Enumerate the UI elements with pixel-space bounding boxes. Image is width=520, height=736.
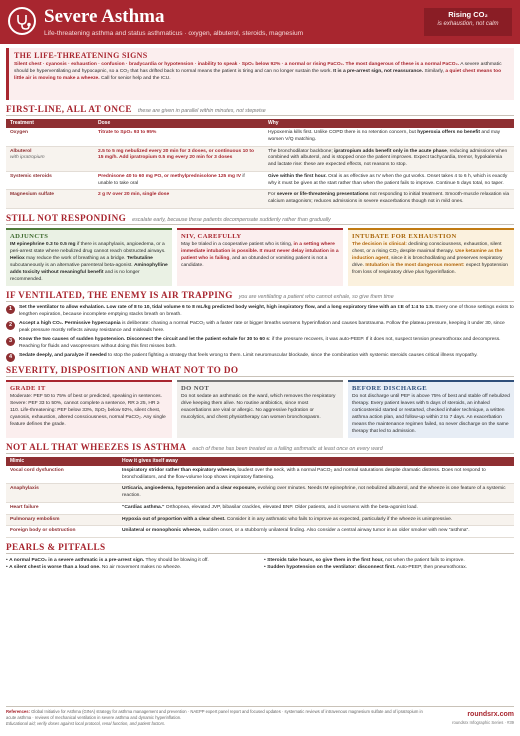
table-header-row [6, 119, 514, 128]
disclaimer: Educational aid; verify doses against local protocol, renal function, and patient factors. [6, 721, 166, 727]
section-still-not-responding [6, 212, 514, 225]
signs-title: THE LIFE-THREATENING SIGNS [14, 51, 148, 60]
why-text: For [268, 192, 277, 198]
why-bold: severe or life-threatening presentations [276, 192, 369, 198]
list-item: • Steroids take hours, so give them in the first hour, not when the patient fails to improve. [264, 558, 465, 564]
col-dose: Dose [94, 119, 264, 128]
pearl-bold: Sudden hypotension on the ventilator: disconnect first. [267, 565, 396, 571]
mimic-text: evolving over minutes. Needs IM epinephrine, not nebulized albuterol, and the wheeze is one feature of a systemic reaction. [122, 486, 506, 499]
why-text: Hypoxemia kills first. Unlike COPD there is no retention concern, but [268, 130, 418, 135]
section-severity [6, 364, 514, 377]
callout-subtitle: is exhaustion, not calm [437, 21, 499, 28]
step-bold: Set the ventilator to allow exhalation. Low rate of 8 to 10, tidal volume 6 to 8 mL/kg predicted body weight, high inspiratory flow, and a long expiratory time with an I:E of 1:4 to 1:5. [19, 304, 435, 310]
list-item [6, 337, 514, 351]
step-text: : if the pressure recovers, it was auto-PEEP. If it does not, suspect tension pneumothorax and decompress. Reaching for fluids and vasopressors without doing this first misses both. [19, 336, 501, 349]
mimic-bold: Hypoxia out of proportion with a clear chest. [122, 516, 226, 522]
card-title: INTUBATE FOR EXHAUSTION [352, 232, 457, 240]
pearl-text: They should be blowing it off. [144, 558, 209, 564]
table-row [6, 514, 514, 526]
why-text: Oral is as effective as IV when the gut works. Onset takes 4 to 6 h, which is exactly why it must be given at the start rather than when the patient fails to improve. Continue 5 days total, no taper. [268, 173, 508, 186]
step-text: Every one of those settings exists to lengthen expiration, because incomplete emptying stacks breath on breath. [19, 304, 514, 317]
references [6, 709, 426, 727]
step-number: 4 [6, 353, 15, 362]
table-row [6, 484, 514, 503]
table-row [6, 171, 514, 190]
table-row [6, 190, 514, 209]
step-bold: Sedate deeply, and paralyze if needed [19, 352, 107, 358]
section-ventilated [6, 289, 514, 302]
card-bold: in a setting where immediate intubation is possible. It must never delay intubation in a patient who is failing [181, 242, 339, 262]
mimic-text: Consider it in any asthmatic who fails to improve as expected, particularly if the wheeze is unimpressive. [225, 516, 453, 522]
section-note: each of these has been treated as a failing asthmatic at least once on every ward [192, 445, 383, 452]
footer [6, 706, 514, 727]
signs-explanation: A severe asthmatic should be hyperventilating and hypocapnic, so a CO₂ that has drifted back to normal means the patient is tiring and can no longer sustain the work. [14, 62, 502, 74]
treatment-name: Systemic steroids [10, 173, 52, 179]
step-bold: Accept a high CO₂. Permissive hypercapnia [19, 320, 121, 326]
dose-bold: Prednisone 40 to 60 mg PO, or methylprednisolone 125 mg IV [98, 173, 241, 179]
section-note: you are ventilating a patient who cannot exhale, so give them time [238, 293, 394, 300]
table-row [6, 502, 514, 514]
dose-bold: Titrate to SpO₂ 93 to 95% [98, 130, 157, 135]
col-why: Why [264, 119, 514, 128]
card-bold: The decision is clinical: [352, 242, 407, 248]
section-heading: NOT ALL THAT WHEEZES IS ASTHMA [6, 441, 187, 452]
table-row [6, 466, 514, 484]
why-text: not responding to initial treatment. Smooth-muscle relaxation via calcium antagonism; reduces admissions in severe exacerbations though not in mild ones. [268, 192, 510, 205]
references-label: References: [6, 709, 30, 714]
dose-text: if unable to take oral [98, 173, 245, 186]
mimic-name: Foreign body or obstruction [6, 526, 118, 538]
card-text: Do not sedate an asthmatic on the ward, which removes the respiratory drive keeping them alive. No routine antibiotics, since most exacerbations are viral or allergic. No aggressive hydration or mucolytics, and chest physiotherapy can worsen bronchospasm. [181, 394, 336, 420]
table-row [6, 146, 514, 171]
header-callout [424, 8, 512, 36]
section-note: escalate early, because these patients decompensate suddenly rather than gradually [132, 216, 331, 223]
life-threatening-signs-box [6, 48, 514, 100]
list-item: • Sudden hypotension on the ventilator: disconnect first. Auto-PEEP, then pneumothorax. [264, 565, 468, 571]
escalation-cards [6, 228, 514, 286]
pearl-text: not when the patient fails to improve. [383, 558, 465, 564]
why-bold: ipratropium adds benefit only in the acute phase [334, 148, 447, 154]
pearl-text: No air movement makes no wheeze. [100, 565, 182, 571]
site-link[interactable]: roundsrx.com [467, 711, 514, 718]
step-text: to stop the patient fighting a strategy that feels wrong to them. Limit neuromuscular blockade, since the combination with systemic steroids causes critical illness myopathy. [106, 352, 478, 358]
list-item: • A normal PaCO₂ in a severe asthmatic is a pre-arrest sign. They should be blowing it off. [6, 558, 209, 564]
mimic-bold: Unilateral or monophonic wheeze, [122, 528, 202, 534]
card-grade [6, 380, 172, 438]
pearl-bold: A silent chest is worse than a loud one. [9, 565, 101, 571]
card-title: GRADE IT [10, 384, 46, 392]
mimic-bold: Urticaria, angioedema, hypotension and a clear exposure, [122, 486, 257, 492]
signs-quiet-chest: a quiet chest means too little air is moving to make a wheeze. [14, 68, 502, 81]
card-bold: Heliox [10, 256, 25, 262]
table-header-row [6, 457, 514, 466]
pearls-right [264, 557, 514, 572]
mimic-text: loudest over the neck, with a normal PaCO₂ and normal saturations despite dramatic distress. Does not respond to bronchodilators, and the flow-volume loop shows inspiratory flattening. [122, 467, 486, 480]
treatment-name: Oxygen [10, 130, 28, 135]
treatment-name: Albuterol [10, 148, 32, 154]
mimic-name: Vocal cord dysfunction [6, 466, 118, 484]
mimic-name: Heart failure [6, 502, 118, 514]
pearls-list [6, 557, 514, 572]
pearls-left [6, 557, 256, 572]
list-item [6, 305, 514, 319]
ventilation-steps [6, 305, 514, 362]
col-mimic: Mimic [6, 457, 118, 466]
dose-text: 2 g IV over 20 min, single dose [98, 192, 170, 198]
section-pearls [6, 541, 514, 554]
card-text: , and an obtunded or vomiting patient is not a candidate. [181, 256, 328, 269]
list-item [6, 353, 514, 362]
step-text: is deliberate: chasing a normal PaCO₂ with a faster rate or bigger breaths worsens hyperinflation and causes barotrauma. Follow the plateau pressure, keeping it under 30, since peak pressure mostly reflects airway resistance and misleads here. [19, 320, 505, 333]
signs-body [14, 62, 509, 83]
card-title: BEFORE DISCHARGE [352, 384, 428, 392]
page-title: Severe Asthma [44, 6, 165, 27]
card-title: DO NOT [181, 384, 210, 392]
first-line-table [6, 119, 514, 209]
card-text: expect hypotension from loss of respiratory drive plus hyperinflation. [352, 263, 509, 276]
table-row [6, 128, 514, 146]
card-niv [177, 228, 343, 286]
list-item [6, 321, 514, 335]
card-text: declining consciousness, exhaustion, silent chest, or a rising CO₂ despite maximal therapy. [352, 242, 502, 255]
header-banner [0, 0, 520, 44]
card-title: NIV, CAREFULLY [181, 232, 242, 240]
signs-list: Silent chest · cyanosis · exhaustion · confusion · bradycardia or hypotension · inability to speak · SpO₂ below 92% · a normal or rising PaCO₂. The most dangerous of these is a normal PaCO₂. [14, 62, 460, 68]
why-bold: Give within the first hour. [268, 173, 327, 179]
section-first-line [6, 103, 514, 116]
section-note: these are given in parallel within minutes, not stepwise [137, 108, 266, 114]
signs-pre-arrest: It is a pre-arrest sign, not reassurance. [333, 68, 424, 74]
section-heading: STILL NOT RESPONDING [6, 212, 127, 223]
card-text: May be trialed in a cooperative patient who is tiring, [181, 242, 294, 248]
card-text: Moderate: PEF 50 to 75% of best or predicted, speaking in sentences. Severe: PEF 33 to 50%, cannot complete a sentence, RR ≥ 25, HR ≥ 110. Life-threatening: PEF below 33%, SpO₂ below 92%, silent chest, cyanosis, exhaustion, altered consciousness, normal PaCO₂. Any single feature defines the grade. [10, 394, 166, 427]
step-bold: Know the two causes of sudden hypotension. Disconnect the circuit and let the patient exhale for 30 to 60 s [19, 336, 270, 342]
card-text: , since it is bronchodilating and preserves respiratory drive. [352, 256, 503, 269]
mimic-bold: "Cardiac asthma." [122, 504, 165, 510]
card-text: may reduce the work of breathing as a bridge. [24, 256, 127, 262]
pearl-bold: Steroids take hours, so give them in the first hour, [267, 558, 384, 564]
signs-connector: Similarly, [423, 68, 446, 74]
card-intubate [348, 228, 514, 286]
section-heading: IF VENTILATED, THE ENEMY IS AIR TRAPPING [6, 289, 233, 300]
series-label: roundsrx Infographic Series · #39 [452, 720, 514, 725]
card-text: Do not discharge until PEF is above 75% of best and stable off nebulized therapy. Every patient leaves with 5 days of steroids, an inhaled corticosteroid started or restarted, checked inhaler technique, a written asthma action plan, and follow-up within 2 to 7 days. An exacerbation means the maintenance regimen failed, so never discharge on the same therapy that led to admission. [352, 394, 510, 434]
section-heading: SEVERITY, DISPOSITION AND WHAT NOT TO DO [6, 364, 239, 375]
dose-bold: 2.5 to 5 mg nebulized every 20 min for 3 doses, or continuous 10 to 15 mg/h. Add ipratropium 0.5 mg every 20 min for 3 doses [98, 148, 254, 161]
why-text: , reducing admissions when combined with albuterol, and is stopped once the patient improves. Expect tachycardia, tremor, hypokalemia and lactate rise: these are expected effects, not reasons to stop. [268, 148, 508, 168]
why-text: and may worsen V/Q matching. [268, 130, 501, 142]
treatment-sub: with ipratropium [10, 155, 45, 161]
card-bold: Terbutaline [126, 256, 153, 262]
section-heading: FIRST-LINE, ALL AT ONCE [6, 104, 132, 114]
treatment-name: Magnesium sulfate [10, 192, 55, 198]
mimic-text: sudden onset, or a stubbornly unilateral finding. Also consider a central airway tumor in an older smoker with new "asthma". [201, 528, 470, 534]
mimics-table [6, 457, 514, 538]
col-treatment: Treatment [6, 119, 94, 128]
mimic-text: Orthopnea, elevated JVP, bibasilar crackles, elevated BNP. Older patients, and it worsens with the beta-agonist load. [164, 504, 418, 510]
card-do-not [177, 380, 343, 438]
card-bold: Use ketamine as the induction agent [352, 249, 503, 262]
references-text: Global Initiative for Asthma (GINA) strategy for asthma management and prevention · NAEPP expert panel report and focused updates · systematic reviews of intravenous magnesium sulfate and of ipratropium in acute asthma · reviews of mechanical ventilation in severe asthma and dynamic hyperinflation. [6, 709, 423, 721]
section-heading: PEARLS & PITFALLS [6, 542, 106, 553]
card-bold: Aminophylline adds toxicity without meaningful benefit [10, 263, 168, 276]
why-bold: hyperoxia offers no benefit [417, 130, 481, 135]
col-how: How it gives itself away [118, 457, 514, 466]
why-text: The bronchodilator backbone; [268, 148, 335, 154]
step-number: 2 [6, 321, 15, 330]
step-number: 1 [6, 305, 15, 314]
step-number: 3 [6, 337, 15, 346]
card-adjuncts [6, 228, 172, 286]
mimic-name: Anaphylaxis [6, 484, 118, 503]
list-item: • A silent chest is worse than a loud one. No air movement makes no wheeze. [6, 565, 182, 571]
mimic-bold: Inspiratory stridor rather than expiratory wheeze, [122, 467, 237, 473]
card-text: if there is anaphylaxis, angioedema, or a peri-arrest state where nebulized drug cannot reach obstructed airways. [10, 242, 166, 255]
table-row [6, 526, 514, 538]
page-subtitle: Life-threatening asthma and status asthmaticus · oxygen, albuterol, steroids, magnesium [44, 30, 304, 37]
stethoscope-icon [8, 7, 36, 35]
card-discharge [348, 380, 514, 438]
signs-call-help: Call for senior help and the ICU. [99, 75, 171, 81]
section-wheezes [6, 441, 514, 454]
severity-cards [6, 380, 514, 438]
card-text: subcutaneously is an alternative parenteral beta-agonist. [10, 263, 134, 269]
pearl-bold: A normal PaCO₂ in a severe asthmatic is a pre-arrest sign. [9, 558, 145, 564]
card-bold: IM epinephrine 0.3 to 0.5 mg [10, 242, 76, 248]
card-text: and is no longer recommended. [10, 270, 140, 283]
card-bold: Intubation is the most dangerous moment: [365, 263, 465, 269]
callout-title: Rising CO₂ [448, 10, 488, 19]
mimic-name: Pulmonary embolism [6, 514, 118, 526]
pearl-text: Auto-PEEP, then pneumothorax. [395, 565, 468, 571]
card-title: ADJUNCTS [10, 232, 49, 240]
